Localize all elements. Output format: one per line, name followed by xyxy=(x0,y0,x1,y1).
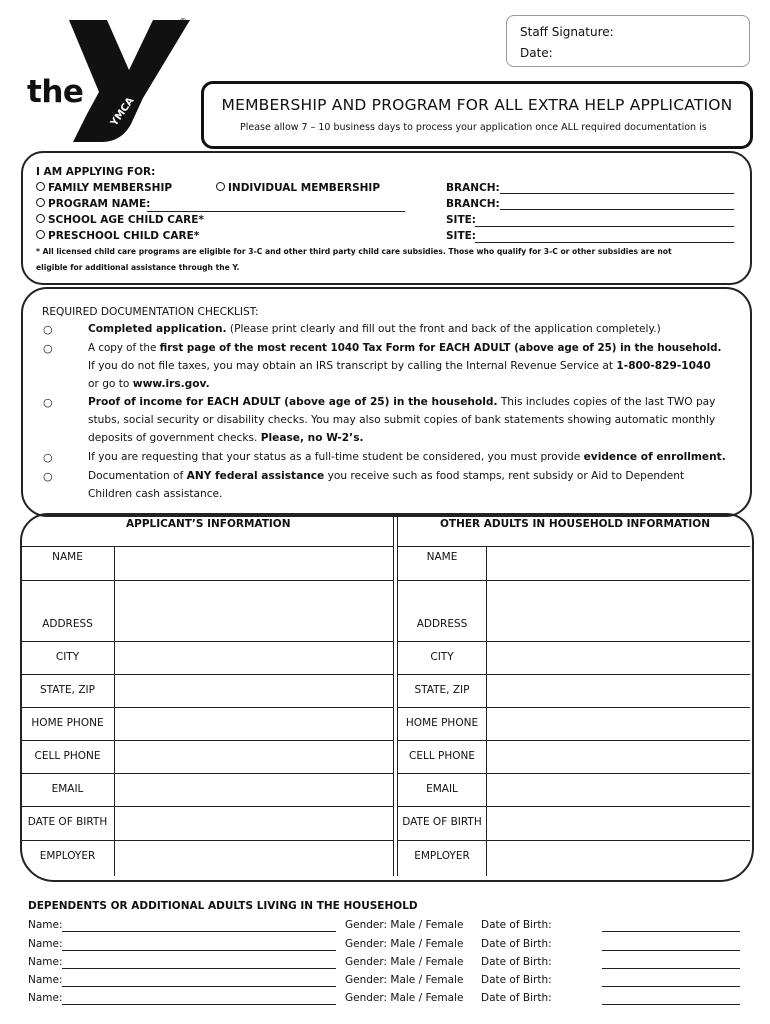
program-name-field[interactable] xyxy=(147,211,405,212)
branch-label-1: BRANCH: xyxy=(446,182,500,194)
applicant-employer-label: EMPLOYER xyxy=(39,850,96,862)
page-title: MEMBERSHIP AND PROGRAM FOR ALL EXTRA HELP APPLICATION xyxy=(221,96,733,114)
applicant-city-label: CITY xyxy=(55,651,80,663)
row-line xyxy=(21,707,393,708)
dependent-name-label: Name: xyxy=(28,919,63,931)
dependent-name-field[interactable] xyxy=(62,968,336,969)
individual-membership-option[interactable]: INDIVIDUAL MEMBERSHIP xyxy=(216,182,380,194)
program-name-option[interactable]: PROGRAM NAME: xyxy=(36,198,150,210)
row-line xyxy=(398,707,750,708)
checklist-item-3-line-2: stubs, social security or disability checks. You may also submit copies of bank statements showing automatic monthly xyxy=(88,414,716,426)
dependent-dob-label: Date of Birth: xyxy=(481,919,552,931)
applicant-email-label: EMAIL xyxy=(51,783,84,795)
eligibility-note-2: eligible for additional assistance through the Y. xyxy=(36,263,240,272)
dependent-name-field[interactable] xyxy=(62,931,336,932)
page-subtitle: Please allow 7 – 10 business days to process your application once ALL required documentation is xyxy=(240,122,707,133)
label-column-divider xyxy=(486,546,487,876)
dependent-dob-label: Date of Birth: xyxy=(481,974,552,986)
dependent-name-label: Name: xyxy=(28,992,63,1004)
checklist-item-3-line-3: deposits of government checks. Please, no W-2’s. xyxy=(88,432,364,444)
other-adult-employer-label: EMPLOYER xyxy=(414,850,470,862)
applicant-cell-phone-label: CELL PHONE xyxy=(34,750,101,762)
radio-circle-icon[interactable] xyxy=(36,214,45,223)
table-divider xyxy=(393,515,394,876)
school-age-option[interactable]: SCHOOL AGE CHILD CARE* xyxy=(36,214,204,226)
checklist-item-4: If you are requesting that your status as a full-time student be considered, you must provide evidence of enrollment. xyxy=(88,451,726,463)
dependent-gender-label: Gender: Male / Female xyxy=(345,974,464,986)
other-adult-cell-phone-label: CELL PHONE xyxy=(409,750,475,762)
dependent-dob-field[interactable] xyxy=(602,968,740,969)
site-label-2: SITE: xyxy=(446,230,477,242)
applicant-dob-label: DATE OF BIRTH xyxy=(27,816,108,828)
preschool-option[interactable]: PRESCHOOL CHILD CARE* xyxy=(36,230,199,242)
row-line xyxy=(21,773,393,774)
row-line xyxy=(398,546,750,547)
documentation-checklist xyxy=(21,287,752,517)
applicant-address-label: ADDRESS xyxy=(42,618,93,630)
title-box xyxy=(201,81,753,149)
dependent-dob-field[interactable] xyxy=(602,931,740,932)
dependent-name-field[interactable] xyxy=(62,950,336,951)
dependent-name-label: Name: xyxy=(28,938,63,950)
site-field-1[interactable] xyxy=(475,226,734,227)
other-adult-email-label: EMAIL xyxy=(426,783,458,795)
dependent-gender-label: Gender: Male / Female xyxy=(345,992,464,1004)
applicant-home-phone-label: HOME PHONE xyxy=(31,717,104,729)
eligibility-note-1: * All licensed child care programs are eligible for 3-C and other third party child care subsidies. Those who qualify for 3-C or other subsidies are not xyxy=(36,247,672,256)
dependent-name-field[interactable] xyxy=(62,1004,336,1005)
row-line xyxy=(398,840,750,841)
radio-circle-icon[interactable] xyxy=(36,230,45,239)
registered-mark: ® xyxy=(179,17,187,26)
dependent-gender-label: Gender: Male / Female xyxy=(345,956,464,968)
row-line xyxy=(398,773,750,774)
row-line xyxy=(398,580,750,581)
information-table xyxy=(20,513,754,882)
row-line xyxy=(398,674,750,675)
staff-signature-label: Staff Signature: xyxy=(520,25,614,39)
bullet-circle-icon: ○ xyxy=(43,396,53,409)
dependent-name-label: Name: xyxy=(28,974,63,986)
checklist-heading: REQUIRED DOCUMENTATION CHECKLIST: xyxy=(42,306,259,318)
dependent-dob-field[interactable] xyxy=(602,986,740,987)
other-adult-address-label: ADDRESS xyxy=(416,618,468,630)
site-label-1: SITE: xyxy=(446,214,477,226)
radio-circle-icon[interactable] xyxy=(216,182,225,191)
row-line xyxy=(21,580,393,581)
checklist-item-2: A copy of the first page of the most recent 1040 Tax Form for EACH ADULT (above age of 25) in the household. xyxy=(88,342,722,354)
branch-field-2[interactable] xyxy=(500,209,734,210)
dependent-name-field[interactable] xyxy=(62,986,336,987)
dependents-heading: DEPENDENTS OR ADDITIONAL ADULTS LIVING IN THE HOUSEHOLD xyxy=(28,900,418,912)
checklist-item-5: Documentation of ANY federal assistance you receive such as food stamps, rent subsidy or Aid to Dependent xyxy=(88,470,685,482)
checklist-item-2-line-3: or go to www.irs.gov. xyxy=(88,378,210,390)
dependent-dob-field[interactable] xyxy=(602,1004,740,1005)
other-adult-home-phone-label: HOME PHONE xyxy=(405,717,479,729)
other-adults-header: OTHER ADULTS IN HOUSEHOLD INFORMATION xyxy=(440,518,711,530)
row-line xyxy=(21,546,393,547)
row-line xyxy=(21,674,393,675)
row-line xyxy=(21,806,393,807)
other-adult-dob-label: DATE OF BIRTH xyxy=(402,816,482,828)
logo-the-text: the xyxy=(27,74,84,110)
label-column-divider xyxy=(114,546,115,876)
ymca-logo xyxy=(25,14,200,149)
bullet-circle-icon: ○ xyxy=(43,323,53,336)
checklist-item-2-line-2: If you do not file taxes, you may obtain an IRS transcript by calling the Internal Revenue Service at 1-800-829-1040 xyxy=(88,360,711,372)
row-line xyxy=(21,641,393,642)
dependent-name-label: Name: xyxy=(28,956,63,968)
bullet-circle-icon: ○ xyxy=(43,451,53,464)
checklist-item-1: Completed application. (Please print clearly and fill out the front and back of the application completely.) xyxy=(88,323,661,335)
radio-circle-icon[interactable] xyxy=(36,198,45,207)
logo-ymca-text: YMCA xyxy=(109,95,137,129)
dependent-dob-label: Date of Birth: xyxy=(481,938,552,950)
dependent-gender-label: Gender: Male / Female xyxy=(345,938,464,950)
dependent-dob-label: Date of Birth: xyxy=(481,992,552,1004)
other-adult-name-label: NAME xyxy=(426,551,458,563)
applying-for-section xyxy=(21,151,752,285)
applicant-info-header: APPLICANT’S INFORMATION xyxy=(126,518,291,530)
row-line xyxy=(398,641,750,642)
other-adult-city-label: CITY xyxy=(430,651,454,663)
site-field-2[interactable] xyxy=(475,242,734,243)
checklist-item-5-line-2: Children cash assistance. xyxy=(88,488,223,500)
checklist-item-3: Proof of income for EACH ADULT (above age of 25) in the household. This includes copies of the last TWO pay xyxy=(88,396,716,408)
row-line xyxy=(398,806,750,807)
row-line xyxy=(398,740,750,741)
applying-heading: I AM APPLYING FOR: xyxy=(36,166,156,178)
branch-label-2: BRANCH: xyxy=(446,198,500,210)
dependent-dob-field[interactable] xyxy=(602,950,740,951)
dependent-gender-label: Gender: Male / Female xyxy=(345,919,464,931)
bullet-circle-icon: ○ xyxy=(43,342,53,355)
applicant-state-zip-label: STATE, ZIP xyxy=(40,684,95,696)
row-line xyxy=(21,740,393,741)
row-line xyxy=(21,840,393,841)
family-membership-option[interactable]: FAMILY MEMBERSHIP xyxy=(36,182,172,194)
radio-circle-icon[interactable] xyxy=(36,182,45,191)
other-adult-state-zip-label: STATE, ZIP xyxy=(414,684,470,696)
applicant-name-label: NAME xyxy=(52,551,83,563)
branch-field-1[interactable] xyxy=(500,193,734,194)
dependent-dob-label: Date of Birth: xyxy=(481,956,552,968)
staff-date-label: Date: xyxy=(520,46,553,60)
bullet-circle-icon: ○ xyxy=(43,470,53,483)
staff-signature-box xyxy=(506,15,750,67)
